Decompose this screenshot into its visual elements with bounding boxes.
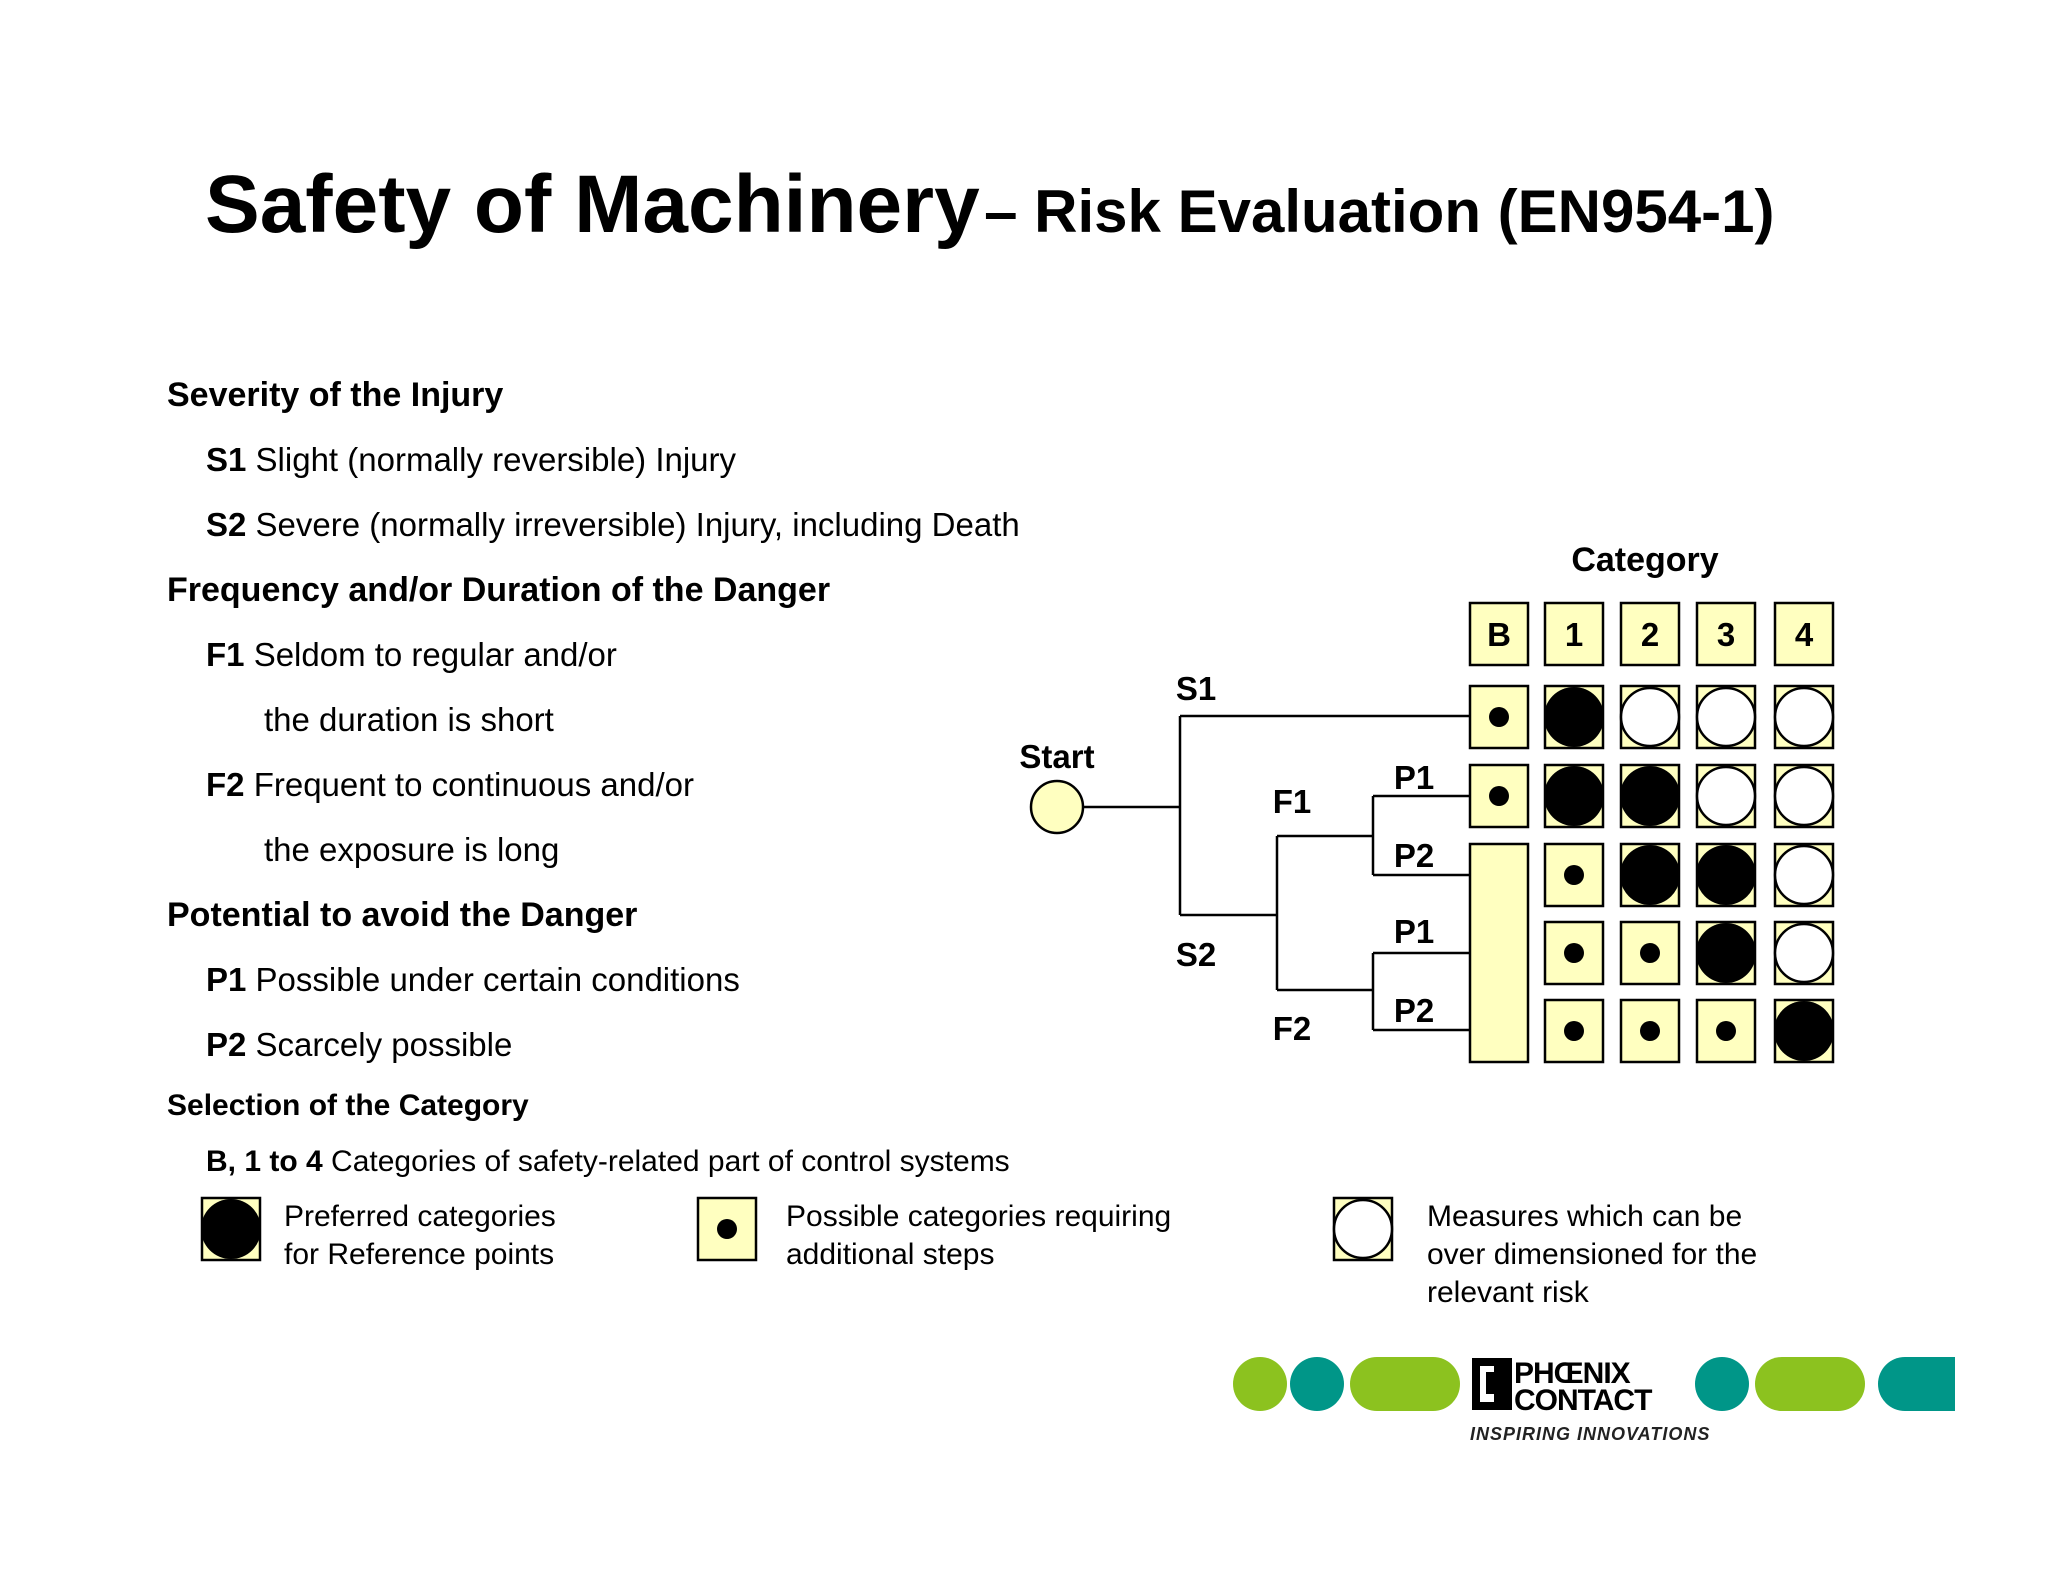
measures-circle-mark xyxy=(1621,688,1679,746)
avoid-heading: Potential to avoid the Danger xyxy=(167,896,638,934)
possible-dot-mark xyxy=(1564,943,1584,963)
possible-dot-mark xyxy=(1716,1021,1736,1041)
selection-codes: B, 1 to 4 xyxy=(206,1145,323,1178)
branch-label-p2-lower: P2 xyxy=(1393,992,1435,1029)
possible-dot-mark xyxy=(1640,943,1660,963)
logo-teal-dot-1 xyxy=(1290,1357,1344,1411)
category-header-B: B xyxy=(1487,616,1511,653)
category-header-3: 3 xyxy=(1716,616,1736,653)
logo-teal-end xyxy=(1878,1357,1955,1411)
legend-measures-line3: relevant risk xyxy=(1427,1276,1589,1309)
preferred-circle-mark xyxy=(1544,687,1604,747)
f2-line2: the exposure is long xyxy=(264,831,560,868)
s2-text: Severe (normally irreversible) Injury, including Death xyxy=(255,506,1020,543)
logo-teal-dot-2 xyxy=(1695,1357,1749,1411)
branch-label-p1-upper: P1 xyxy=(1393,759,1435,796)
start-node xyxy=(1031,781,1083,833)
category-label: Category xyxy=(1571,541,1719,579)
possible-dot-mark xyxy=(1489,786,1509,806)
category-header-1: 1 xyxy=(1564,616,1584,653)
s1-text: Slight (normally reversible) Injury xyxy=(255,441,737,478)
title-sub: – Risk Evaluation (EN954-1) xyxy=(984,178,1775,245)
p1-code: P1 xyxy=(206,961,247,998)
selection-heading: Selection of the Category xyxy=(167,1089,529,1122)
legend-possible-icon xyxy=(696,1196,760,1266)
legend-preferred-text xyxy=(284,1198,556,1274)
branch-label-f1: F1 xyxy=(1272,783,1312,820)
logo-line1: PHŒNIX xyxy=(1514,1357,1630,1390)
logo-line2: CONTACT xyxy=(1514,1384,1652,1417)
logo-tagline: INSPIRING INNOVATIONS xyxy=(1470,1424,1711,1444)
title-main: Safety of Machinery xyxy=(205,159,980,250)
s2-code: S2 xyxy=(206,506,247,543)
f1-line1: Seldom to regular and/or xyxy=(253,636,617,673)
legend-preferred-line1: Preferred categories xyxy=(284,1200,556,1233)
legend-possible-line1: Possible categories requiring xyxy=(786,1200,1172,1233)
branch-label-s1: S1 xyxy=(1175,670,1217,707)
category-matrix xyxy=(1470,603,1834,1062)
phoenix-contact-logo xyxy=(1230,1352,1958,1452)
preferred-circle-mark xyxy=(1696,923,1756,983)
possible-dot-mark xyxy=(1489,707,1509,727)
s1-code: S1 xyxy=(206,441,247,478)
measures-circle-mark xyxy=(1775,767,1833,825)
measures-circle-mark xyxy=(1697,688,1755,746)
measures-circle-mark xyxy=(1775,688,1833,746)
legend-possible-text xyxy=(786,1198,1171,1274)
p2-text: Scarcely possible xyxy=(255,1026,513,1063)
preferred-circle-mark xyxy=(1544,766,1604,826)
preferred-circle-mark xyxy=(1774,1001,1834,1061)
branch-label-p1-lower: P1 xyxy=(1393,913,1435,950)
logo-green-dot-1 xyxy=(1233,1357,1287,1411)
category-header-2: 2 xyxy=(1640,616,1660,653)
legend-preferred-icon xyxy=(200,1196,264,1266)
logo-green-pill-1 xyxy=(1350,1357,1460,1411)
f1-line2: the duration is short xyxy=(264,701,554,738)
severity-heading: Severity of the Injury xyxy=(167,376,504,414)
measures-circle-mark xyxy=(1775,846,1833,904)
legend-preferred-line2: for Reference points xyxy=(284,1238,555,1271)
preferred-circle-mark xyxy=(1620,845,1680,905)
f2-code: F2 xyxy=(206,766,245,803)
legend-measures-line1: Measures which can be xyxy=(1427,1200,1743,1233)
legend-measures-line2: over dimensioned for the xyxy=(1427,1238,1758,1271)
category-header-4: 4 xyxy=(1794,616,1814,653)
preferred-circle-mark xyxy=(1696,845,1756,905)
legend-measures-text xyxy=(1427,1198,1757,1312)
branch-label-f2: F2 xyxy=(1272,1010,1312,1047)
legend-measures-icon xyxy=(1332,1196,1396,1266)
logo-mark xyxy=(1472,1358,1512,1410)
f1-code: F1 xyxy=(206,636,245,673)
category-b-bar xyxy=(1470,844,1528,1062)
legend-possible-line2: additional steps xyxy=(786,1238,995,1271)
branch-label-p2-upper: P2 xyxy=(1393,837,1435,874)
p2-code: P2 xyxy=(206,1026,247,1063)
f2-line1: Frequent to continuous and/or xyxy=(253,766,694,803)
measures-circle-mark xyxy=(1775,924,1833,982)
branch-label-s2: S2 xyxy=(1175,936,1217,973)
frequency-heading: Frequency and/or Duration of the Danger xyxy=(167,571,831,609)
logo-green-pill-2 xyxy=(1755,1357,1865,1411)
selection-text: Categories of safety-related part of control systems xyxy=(331,1145,1010,1178)
measures-circle-mark xyxy=(1697,767,1755,825)
p1-text: Possible under certain conditions xyxy=(255,961,740,998)
possible-dot-mark xyxy=(1564,1021,1584,1041)
possible-dot-mark xyxy=(1564,865,1584,885)
preferred-circle-mark xyxy=(1620,766,1680,826)
possible-dot-mark xyxy=(1640,1021,1660,1041)
start-label: Start xyxy=(1019,738,1095,775)
